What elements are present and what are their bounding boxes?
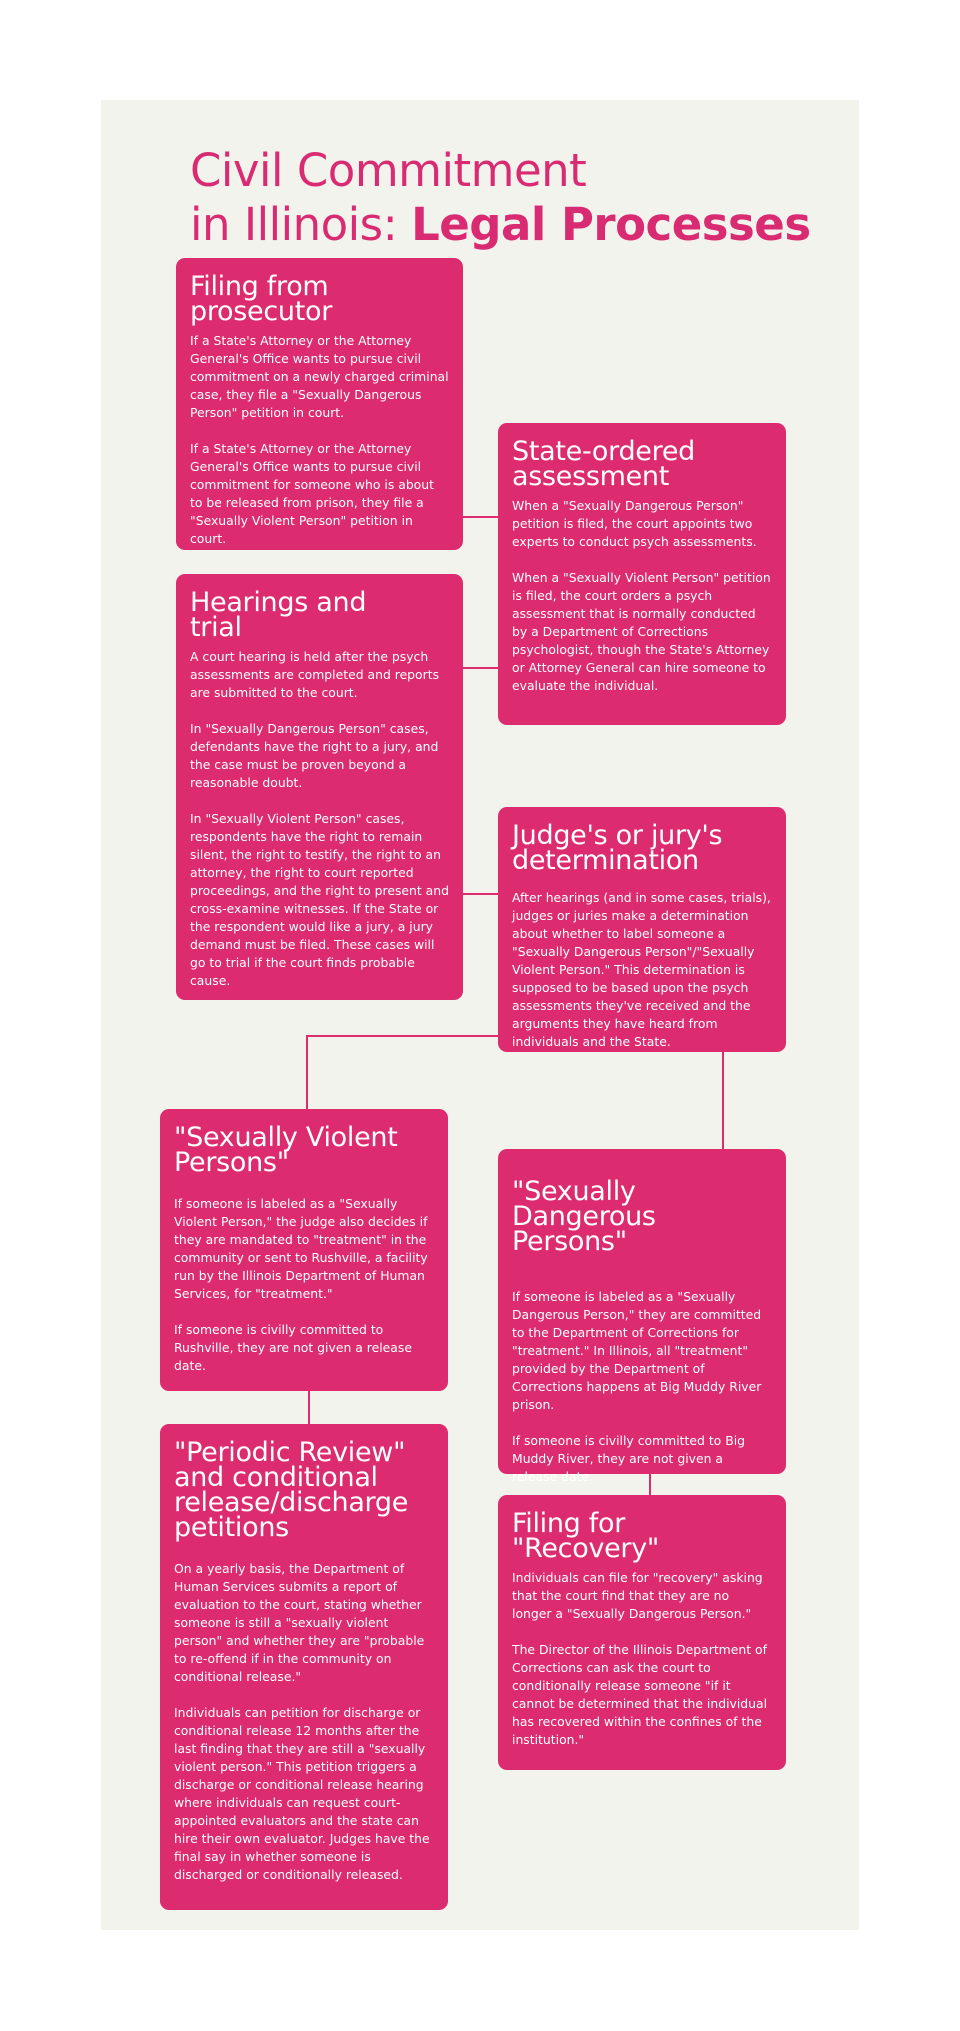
- text-determination-p1: After hearings (and in some cases, trials), judges or juries make a determination about whether to label someone a "Sexually Dangerous Person"/"Sexually Violent Person." This determination is supposed to be based upon the psych assessments they've received and the arguments they have heard from individuals and the State.: [512, 890, 771, 1049]
- connector-determination-to-svp: [306, 1035, 308, 1109]
- page-title: [190, 146, 811, 254]
- heading-filing-from-prosecutor: Filing from prosecutor: [190, 271, 333, 327]
- connector-hearings-to-determination: [463, 893, 498, 895]
- heading-sexually-violent-persons: "Sexually Violent Persons": [174, 1122, 398, 1178]
- connector-hearings-to-assessment: [463, 667, 498, 669]
- heading-determination: Judge's or jury's determination: [512, 820, 723, 876]
- box-judges-or-jurys-determination: [498, 807, 786, 1052]
- text-periodic-p2: Individuals can petition for discharge or conditional release 12 months after the last finding that they are still a "sexually violent person." This petition triggers a discharge or conditional release hearing where individuals can request court-appointed evaluators and the state can hire their own evaluator. Judges have the final say in whether someone is discharged or conditionally released.: [174, 1705, 430, 1882]
- connector-filing-to-assessment: [463, 516, 498, 518]
- heading-sexually-dangerous-persons: "Sexually Dangerous Persons": [512, 1176, 656, 1257]
- box-sexually-violent-persons: [160, 1109, 448, 1391]
- heading-state-ordered-assessment: State-ordered assessment: [512, 436, 695, 492]
- text-hearings-p1: A court hearing is held after the psych assessments are completed and reports are submitted to the court.: [190, 649, 440, 700]
- text-hearings-p3: In "Sexually Violent Person" cases, respondents have the right to remain silent, the right to testify, the right to an attorney, the right to court reported proceedings, and the right to present and cross-examine witnesses. If the State or the respondent would like a jury, a jury demand must be filed. These cases will go to trial if the court finds probable cause.: [190, 811, 449, 988]
- connector-determination-to-sdp: [722, 1052, 724, 1149]
- title-line2-light: in Illinois:: [190, 198, 412, 251]
- text-filing-p2: If a State's Attorney or the Attorney General's Office wants to pursue civil commitment for someone who is about to be released from prison, they file a "Sexually Violent Person" petition in court.: [190, 441, 434, 546]
- title-line1: Civil Commitment: [190, 144, 587, 197]
- box-periodic-review: [160, 1424, 448, 1910]
- box-filing-for-recovery: [498, 1495, 786, 1770]
- box-sexually-dangerous-persons: [498, 1149, 786, 1484]
- text-recovery-p2: The Director of the Illinois Department of Corrections can ask the court to conditionally release someone "if it cannot be determined that the individual has recovered within the confines of the institution.": [512, 1642, 768, 1747]
- heading-hearings-and-trial: Hearings and trial: [190, 587, 367, 643]
- text-sdp-p2: If someone is civilly committed to Big Muddy River, they are not given a release date.: [512, 1433, 746, 1484]
- text-periodic-p1: On a yearly basis, the Department of Human Services submits a report of evaluation to the court, stating whether someone is still a "sexually violent person" and whether they are "probable to re-offend if in the community on conditional release.": [174, 1561, 425, 1684]
- text-hearings-p2: In "Sexually Dangerous Person" cases, defendants have the right to a jury, and the case must be proven beyond a reasonable doubt.: [190, 721, 439, 790]
- text-filing-p1: If a State's Attorney or the Attorney General's Office wants to pursue civil commitment on a newly charged criminal case, they file a "Sexually Dangerous Person" petition in court.: [190, 333, 449, 420]
- connector-svp-to-periodic: [308, 1391, 310, 1424]
- text-svp-p1: If someone is labeled as a "Sexually Violent Person," the judge also decides if they are mandated to "treatment" in the community or sent to Rushville, a facility run by the Illinois Department of Human Services, for "treatment.": [174, 1196, 428, 1301]
- heading-filing-for-recovery: Filing for "Recovery": [512, 1508, 660, 1564]
- box-hearings-and-trial: [176, 574, 463, 1000]
- text-assessment-p2: When a "Sexually Violent Person" petition is filed, the court orders a psych assessment that is normally conducted by a Department of Corrections psychologist, though the State's Attorney or Attorney General can hire someone to evaluate the individual.: [512, 570, 771, 693]
- text-sdp-p1: If someone is labeled as a "Sexually Dangerous Person," they are committed to the Department of Corrections for "treatment." In Illinois, all "treatment" provided by the Department of Corrections happens at Big Muddy River prison.: [512, 1289, 762, 1412]
- text-assessment-p1: When a "Sexually Dangerous Person" petition is filed, the court appoints two experts to conduct psych assessments.: [512, 498, 757, 549]
- title-line2-bold: Legal Processes: [411, 198, 811, 251]
- box-state-ordered-assessment: [498, 423, 786, 725]
- heading-periodic-review: "Periodic Review" and conditional release/discharge petitions: [174, 1437, 409, 1543]
- connector-determination-horizontal: [306, 1035, 498, 1037]
- box-filing-from-prosecutor: [176, 258, 463, 550]
- text-recovery-p1: Individuals can file for "recovery" asking that the court find that they are no longer a "Sexually Dangerous Person.": [512, 1570, 763, 1621]
- text-svp-p2: If someone is civilly committed to Rushville, they are not given a release date.: [174, 1322, 412, 1373]
